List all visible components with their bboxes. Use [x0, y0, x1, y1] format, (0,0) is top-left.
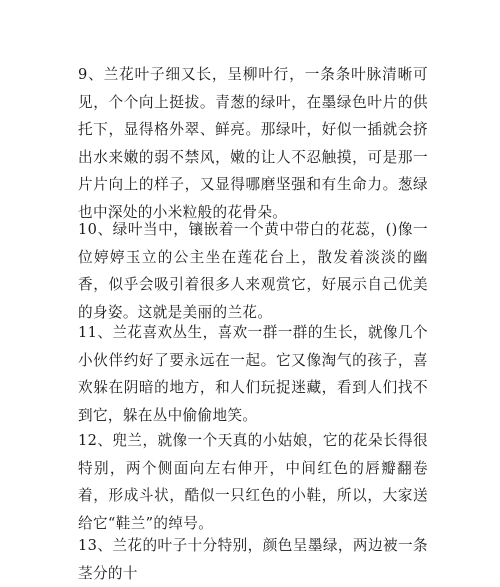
paragraph-12: 12、兜兰，就像一个天真的小姑娘，它的花朵长得很特别，两个侧面向左右伸开，中间红色的唇瓣翻卷着，形成斗状，酷似一只红色的小鞋，所以，大家送给它“鞋兰”的绰号。: [78, 432, 428, 532]
paragraph-9: 9、兰花叶子细又长，呈柳叶行，一条条叶脉清晰可见，个个向上挺拔。青葱的绿叶，在墨绿色叶片的供托下，显得格外翠、鲜亮。那绿叶，好似一插就会挤出水来嫩的弱不禁风，嫩的让人不忍触摸，可是那一片片向上的样子，又显得哪磨坚强和有生命力。葱绿也中深处的小米粒般的花骨朵。: [78, 66, 428, 221]
paragraph-10: 10、绿叶当中，镶嵌着一个黄中带白的花蕊，()像一位婷婷玉立的公主坐在莲花台上，散发着淡淡的幽香，似乎会吸引着很多人来观赏它，好展示自己优美的身姿。这就是美丽的兰花。: [78, 221, 428, 321]
paragraph-11: 11、兰花喜欢丛生，喜欢一群一群的生长，就像几个小伙伴约好了要永远在一起。它又像淘气的孩子，喜欢躲在阴暗的地方，和人们玩捉迷藏，看到人们找不到它，躲在丛中偷偷地笑。: [78, 324, 428, 424]
paragraph-13: 13、兰花的叶子十分特别，颜色呈墨绿，两边被一条茎分的十: [78, 537, 428, 582]
